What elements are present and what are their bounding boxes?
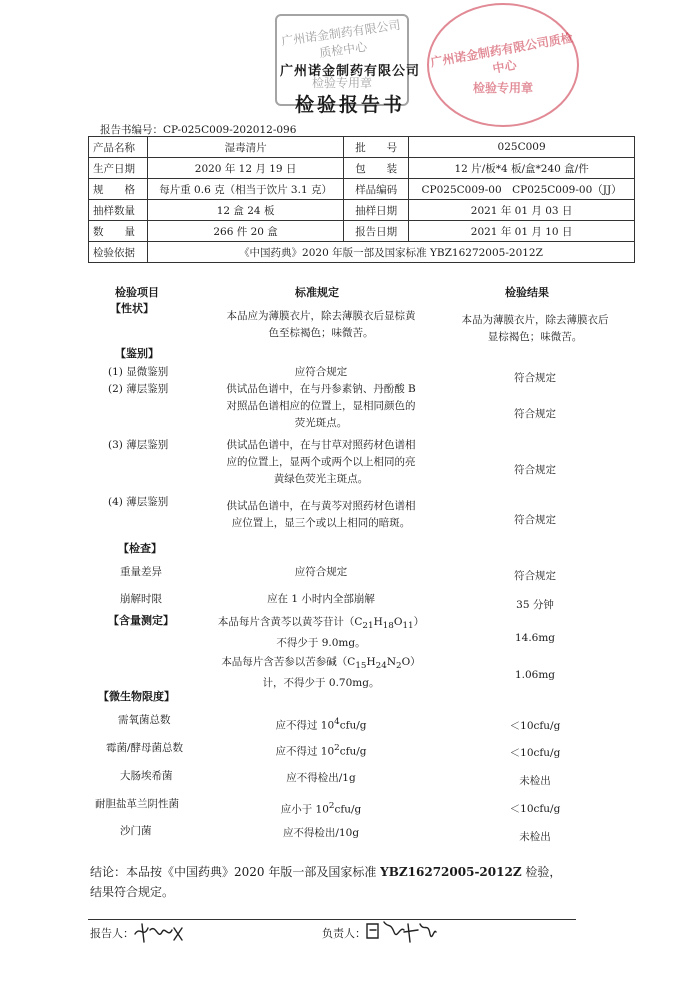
sample-qty-value: 12 盒 24 板 [148,200,344,221]
id4-result: 符合规定 [514,514,556,526]
appearance-standard: 本品应为薄膜衣片，除去薄膜衣后显棕黄 色至棕褐色；味微苦。 [226,310,416,339]
id1-item: (1) 显微鉴别 [108,366,169,378]
document-title: 检验报告书 [294,94,405,116]
spec-label: 规 格 [89,179,148,200]
sample-date-label: 抽样日期 [344,200,409,221]
red-stamp-bottom-text: 检验专用章 [472,81,533,95]
m5-result: 未检出 [519,831,551,843]
manager-label: 负责人： [322,927,366,940]
m4-item: 耐胆盐革兰阴性菌 [95,798,179,810]
id1-result: 符合规定 [514,372,556,384]
reporter-label: 报告人： [90,927,134,940]
qc-stamp-bottom-text: 检验专用章 [311,76,372,90]
sample-date-value: 2021 年 01 月 03 日 [409,200,635,221]
packing-label: 包 装 [344,158,409,179]
id4-standard: 供试品色谱中，在与黄芩对照药材色谱相 应位置上，显三个或以上相同的暗斑。 [226,500,416,529]
batch-label: 批 号 [344,137,409,158]
spec-value: 每片重 0.6 克（相当于饮片 3.1 克） [148,179,344,200]
weight-standard: 应符合规定 [294,566,348,578]
m5-standard: 应不得检出/10g [282,827,360,839]
id1-standard: 应符合规定 [294,366,348,378]
company-name: 广州诺金制药有限公司 [279,64,420,79]
packing-value: 12 片/板*4 板/盒*240 盒/件 [409,158,635,179]
report-number-value: CP-025C009-202012-096 [163,124,297,136]
m2-result: ＜10cfu/g [509,747,561,759]
standard-column-header: 标准规定 [295,286,339,299]
manager-signature [364,918,438,946]
m5-item: 沙门菌 [120,825,152,837]
reporter-signature [132,920,188,946]
product-name-value: 湿毒清片 [148,137,344,158]
m3-result: 未检出 [519,775,551,787]
basis-label: 检验依据 [89,242,148,263]
id3-result: 符合规定 [514,464,556,476]
qc-stamp-top-text: 广州诺金制药有限公司质检中心 [280,17,402,61]
weight-item: 重量差异 [120,566,162,578]
assay2-result: 1.06mg [514,669,556,681]
section-identification: 【鉴别】 [115,347,159,360]
report-number-label: 报告书编号： [100,124,163,136]
section-appearance: 【性状】 [110,302,154,315]
result-column-header: 检验结果 [505,286,549,299]
prod-date-label: 生产日期 [89,158,148,179]
assay2-standard: 本品每片含苦参以苦参碱$(C_{15}H_{24}N_2O)$ 计，不得少于 0.70mg。 [221,656,421,690]
m2-item: 霉菌/酵母菌总数 [106,742,184,754]
m1-standard: 应不得过 $10^4cfu/g$ [275,717,367,732]
sample-code-label: 样品编码 [344,179,409,200]
assay1-standard: 本品每片含黄芩以黄芩苷计$(C_{21}H_{18}O_{11})$ 不得少于 9.0mg。 [217,616,425,650]
product-name-label: 产品名称 [89,137,148,158]
report-number [100,122,296,137]
weight-result: 符合规定 [514,570,556,582]
m1-result: ＜10cfu/g [509,720,561,732]
section-microbe: 【微生物限度】 [98,690,175,703]
m2-standard: 应不得过 $10^2cfu/g$ [275,743,367,758]
basis-value: 《中国药典》2020 年版一部及国家标准 YBZ16272005-2012Z [148,242,635,263]
m4-standard: 应小于 $10^2cfu/g$ [280,801,362,816]
prod-date-value: 2020 年 12 月 19 日 [148,158,344,179]
item-column-header: 检验项目 [115,286,159,299]
m3-item: 大肠埃希菌 [120,770,173,782]
id2-item: (2) 薄层鉴别 [108,383,169,395]
info-table [88,136,635,263]
m1-item: 需氧菌总数 [118,714,171,726]
disintegration-item: 崩解时限 [120,593,162,605]
quantity-label: 数 量 [89,221,148,242]
disintegration-result: 35 分钟 [516,599,554,611]
disintegration-standard: 应在 1 小时内全部崩解 [267,593,375,605]
id3-standard: 供试品色谱中，在与甘草对照药材色谱相 应的位置上，显两个或两个以上相同的亮 黄绿色荧光主斑点。 [226,439,416,485]
id3-item: (3) 薄层鉴别 [108,439,169,451]
section-inspection: 【检查】 [118,542,162,555]
section-assay: 【含量测定】 [108,614,174,627]
m3-standard: 应不得检出/1g [286,772,356,784]
quantity-value: 266 件 20 盒 [148,221,344,242]
id2-result: 符合规定 [514,408,556,420]
id4-item: (4) 薄层鉴别 [108,496,169,508]
sample-qty-label: 抽样数量 [89,200,148,221]
report-date-label: 报告日期 [344,221,409,242]
assay1-result: 14.6mg [514,632,556,644]
report-date-value: 2021 年 01 月 10 日 [409,221,635,242]
m4-result: ＜10cfu/g [509,803,561,815]
batch-value: 025C009 [409,137,635,158]
red-stamp-top-text: 广州诺金制药有限公司质检中心 [429,30,574,76]
id2-standard: 供试品色谱中，在与丹参素钠、丹酚酸 B 对照品色谱相应的位置上，显相同颜色的 荧光斑点。 [226,383,416,429]
conclusion: 结论：本品按《中国药典》2020 年版一部及国家标准 YBZ16272005-2012Z 检验， 结果符合规定。 [90,865,562,899]
sample-code-value: CP025C009-00 CP025C009-00（JJ） [409,179,635,200]
appearance-result: 本品为薄膜衣片，除去薄膜衣后 显棕褐色；味微苦。 [461,314,609,343]
